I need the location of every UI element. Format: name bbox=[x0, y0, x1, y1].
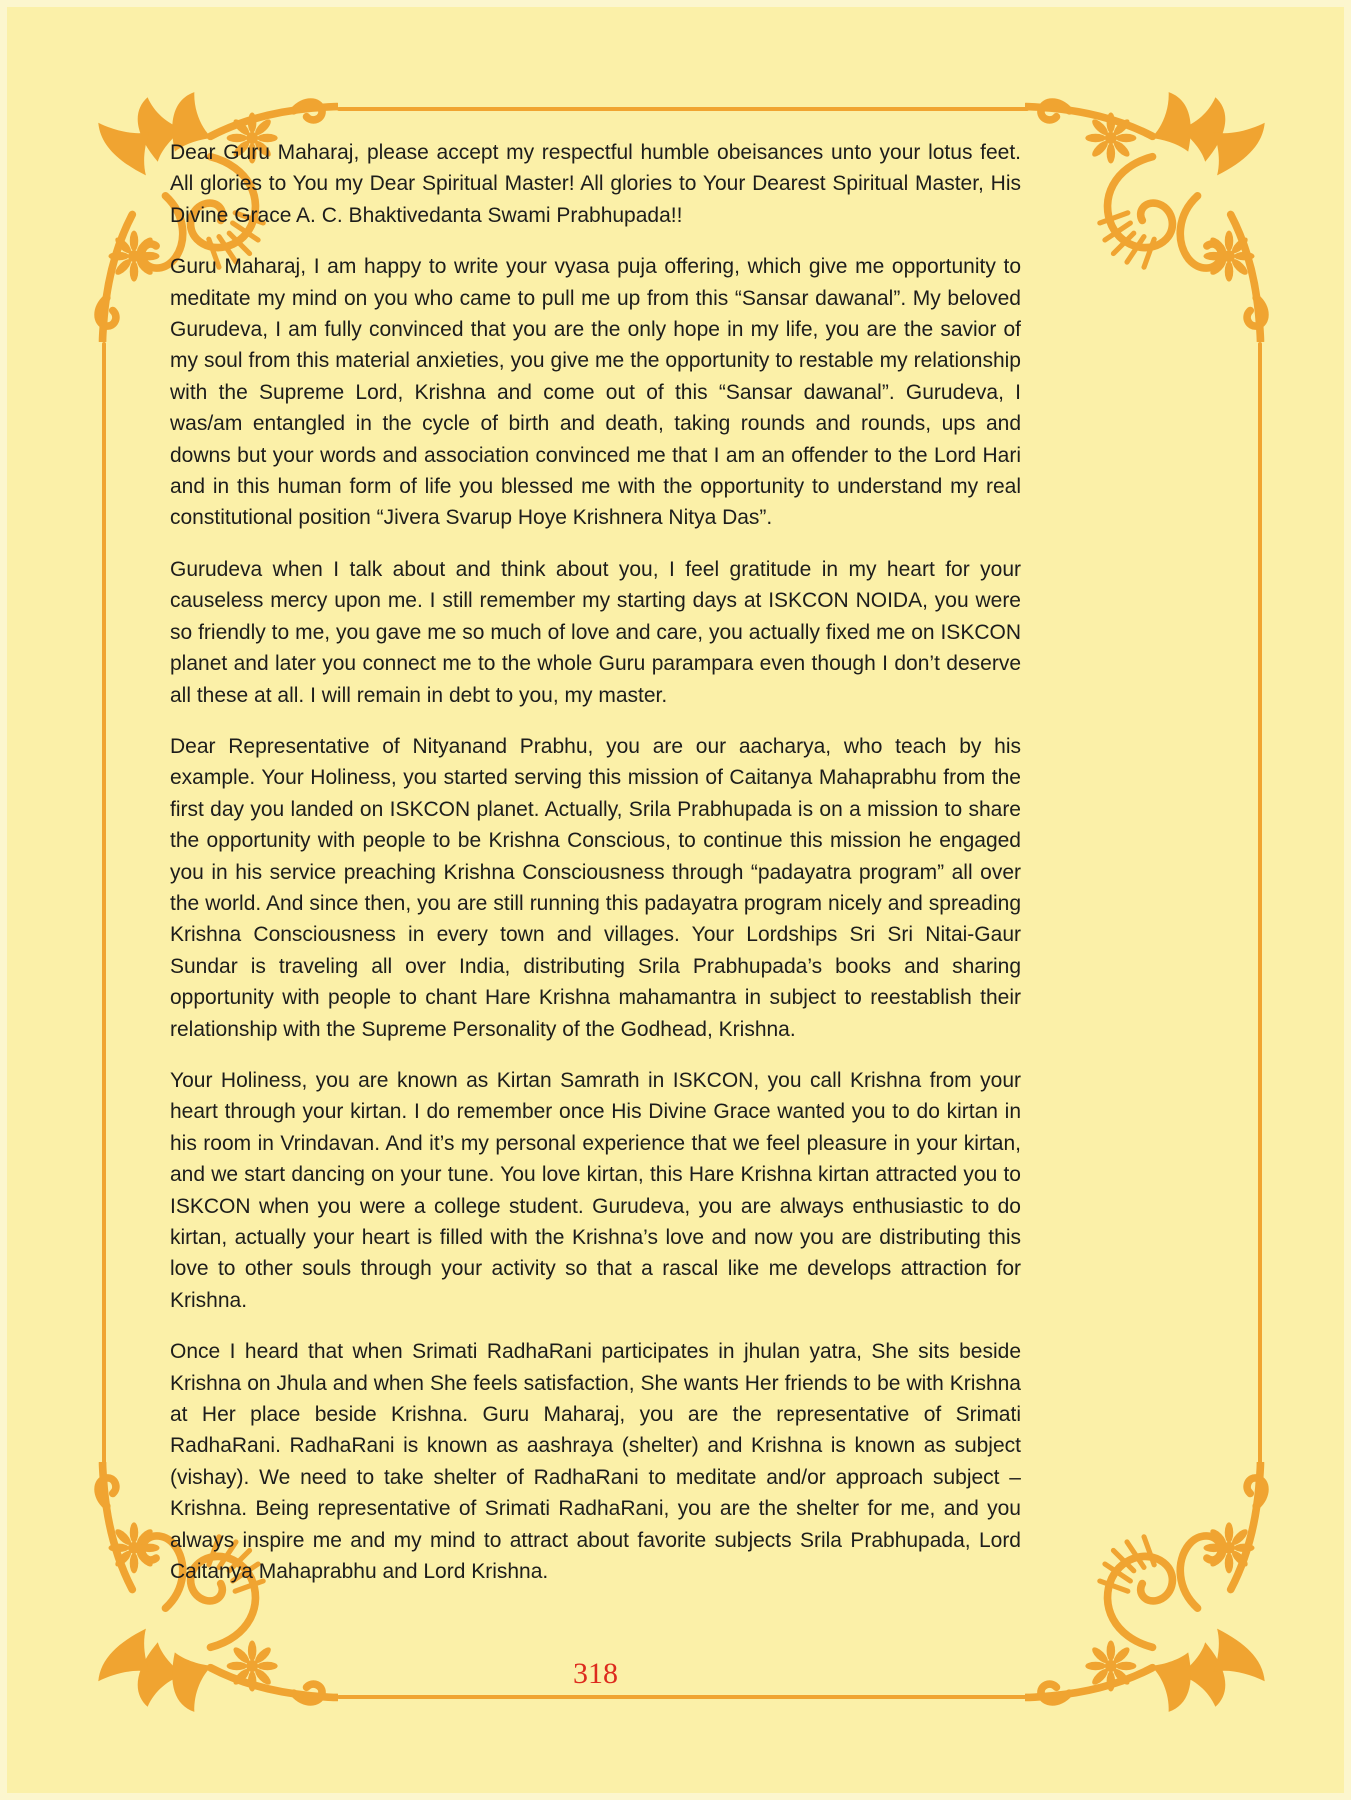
frame-line-left bbox=[102, 342, 106, 1466]
daisy-flower-left bbox=[109, 231, 160, 282]
paragraph-radharani: Once I heard that when Srimati RadhaRani participates in jhulan yatra, She sits beside Krishna on Jhula and when She feels satisfaction, She wants Her friends to be with Krishna at Her place beside Krishna. Guru Maharaj, you are the representative of Srimati RadhaRani. RadhaRani is known as aashraya (shelter) and Krishna is known as subject (vishay). We need to take shelter of RadhaRani to meditate and/or approach subject – Krishna. Being representative of Srimati RadhaRani, you are the shelter for me, and you always inspire me and my mind to attract about favorite subjects Srila Prabhupada, Lord Caitanya Mahaprabhu and Lord Krishna. bbox=[170, 1340, 1021, 1584]
frame-line-right bbox=[1258, 342, 1262, 1466]
page-number: 318 bbox=[573, 1657, 618, 1690]
paragraph-salutation: Dear Guru Maharaj, please accept my respectful humble obeisances unto your lotus feet. All glories to You my Dear Spiritual Master! All glories to Your Dearest Spiritual Master, His Divine Grace A. C. Bhaktivedanta Swami Prabhupada!! bbox=[170, 141, 1021, 227]
corner-ornament-top-right bbox=[1025, 87, 1280, 342]
letter-body bbox=[170, 137, 1021, 1607]
paragraph-vyasa-puja-offering: Guru Maharaj, I am happy to write your vyasa puja offering, which give me opportunity to meditate my mind on you who came to pull me up from this “Sansar dawanal”. My beloved Gurudeva, I am fully convinced that you are the only hope in my life, you are the savior of my soul from this material anxieties, you give me the opportunity to restable my relationship with the Supreme Lord, Krishna and come out of this “Sansar dawanal”. Gurudeva, I was/am entangled in the cycle of birth and death, taking rounds and rounds, ups and downs but your words and association convinced me that I am an offender to the Lord Hari and in this human form of life you blessed me with the opportunity to understand my real constitutional position “Jivera Svarup Hoye Krishnera Nitya Das”. bbox=[170, 255, 1021, 530]
paragraph-representative: Dear Representative of Nityanand Prabhu, you are our aacharya, who teach by his example. Your Holiness, you started serving this mission of Caitanya Mahaprabhu from the first day you landed on ISKCON planet. Actually, Srila Prabhupada is on a mission to share the opportunity with people to be Krishna Conscious, to continue this mission he engaged you in his service preaching Krishna Consciousness through “padayatra program” all over the world. And since then, you are still running this padayatra program nicely and spreading Krishna Consciousness in every town and villages. Your Lordships Sri Sri Nitai-Gaur Sundar is traveling all over India, distributing Srila Prabhupada’s books and sharing opportunity with people to chant Hare Krishna mahamantra in subject to reestablish their relationship with the Supreme Personality of the Godhead, Krishna. bbox=[170, 734, 1021, 1041]
paragraph-kirtan-samrath: Your Holiness, you are known as Kirtan Samrath in ISKCON, you call Krishna from your heart through your kirtan. I do remember once His Divine Grace wanted you to do kirtan in his room in Vrindavan. And it’s my personal experience that we feel pleasure in your kirtan, and we start dancing on your tune. You love kirtan, this Hare Krishna kirtan attracted you to ISKCON when you were a college student. Gurudeva, you are always enthusiastic to do kirtan, actually your heart is filled with the Krishna’s love and now you are distributing this love to other souls through your activity so that a rascal like me develops attraction for Krishna. bbox=[170, 1068, 1021, 1312]
paragraph-gratitude: Gurudeva when I talk about and think about you, I feel gratitude in my heart for your causeless mercy upon me. I still remember my starting days at ISKCON NOIDA, you were so friendly to me, you gave me so much of love and care, you actually fixed me on ISKCON planet and later you connect me to the whole Guru parampara even though I don’t deserve all these at all. I will remain in debt to you, my master. bbox=[170, 557, 1021, 707]
frame-line-bottom bbox=[337, 1695, 1029, 1699]
corner-ornament-bottom-right bbox=[1025, 1462, 1280, 1717]
floral-ornament-icon bbox=[1025, 1462, 1280, 1717]
floral-ornament-icon bbox=[1025, 87, 1280, 342]
frame-line-top bbox=[337, 107, 1029, 111]
